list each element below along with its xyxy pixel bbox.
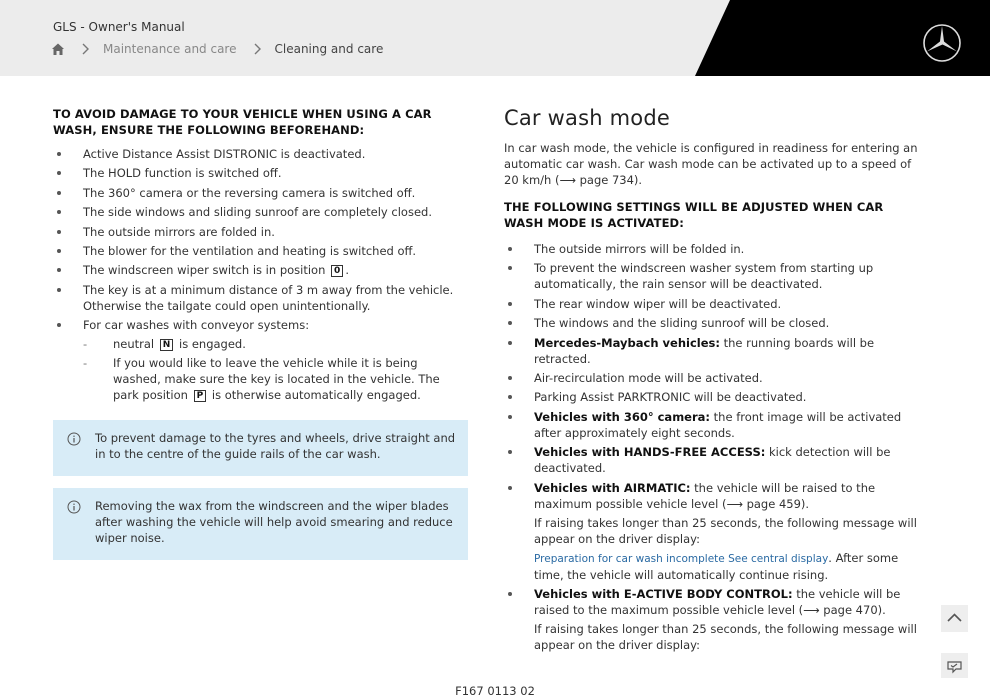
page-header — [0, 0, 990, 76]
info-note-text: Removing the wax from the windscreen and the wiper blades after washing the vehicle will help avoid smearing and reduce wiper noise. — [95, 499, 453, 546]
home-icon[interactable] — [51, 42, 65, 56]
conveyor-intro: For car washes with conveyor systems: — [83, 318, 310, 333]
airmatic-continue-text: . After some time, the vehicle will automatically continue rising. — [534, 550, 899, 582]
airmatic-message-note: If raising takes longer than 25 seconds, the following message will appear on the driver display: — [534, 515, 917, 546]
list-item: The key is at a minimum distance of 3 m away from the vehicle. Otherwise the tailgate could open unintentionally. — [53, 282, 468, 314]
chevron-right-icon — [253, 43, 261, 55]
list-item-label: Vehicles with AIRMATIC: — [534, 480, 691, 495]
chevron-right-icon — [81, 43, 89, 55]
list-item: The outside mirrors will be folded in. — [504, 241, 924, 257]
list-item: The rear window wiper will be deactivated. — [504, 296, 924, 312]
list-item — [504, 586, 924, 653]
neutral-gear-symbol: N — [160, 339, 174, 351]
wiper-text: The windscreen wiper switch is in position — [83, 263, 326, 278]
breadcrumb-item-cleaning: Cleaning and care — [274, 42, 384, 56]
list-item-text: the vehicle will be raised to the maximum possible vehicle level (⟶ page 459). — [534, 480, 876, 511]
settings-heading: THE FOLLOWING SETTINGS WILL BE ADJUSTED WHEN CAR WASH MODE IS ACTIVATED: — [504, 200, 884, 230]
list-item — [504, 409, 924, 441]
list-item: The windows and the sliding sunroof will be closed. — [504, 315, 924, 331]
list-item-label: Mercedes-Maybach vehicles: — [534, 335, 720, 350]
info-note-tyres — [53, 420, 468, 476]
list-item: The blower for the ventilation and heating is switched off. — [53, 243, 468, 259]
list-item: Air-recirculation mode will be activated. — [504, 370, 924, 386]
info-icon — [67, 500, 81, 514]
list-item: The HOLD function is switched off. — [53, 165, 468, 181]
feedback-icon — [941, 653, 968, 678]
list-item: The 360° camera or the reversing camera is switched off. — [53, 185, 468, 201]
list-item: The outside mirrors are folded in. — [53, 224, 468, 240]
chevron-up-icon — [941, 605, 968, 632]
feedback-button[interactable] — [941, 653, 968, 678]
list-item-label: Vehicles with 360° camera: — [534, 409, 711, 424]
eabc-message-note: If raising takes longer than 25 seconds, the following message will appear on the driver display: — [534, 621, 917, 652]
park-text: If you would like to leave the vehicle while it is being washed, make sure the key is located in the vehicle. The park position — [113, 356, 440, 403]
list-item: Active Distance Assist DISTRONIC is deactivated. — [53, 146, 468, 162]
list-item-text: the front image will be activated after approximately eight seconds. — [534, 409, 902, 440]
sub-list-item — [83, 336, 468, 352]
conveyor-sublist — [83, 336, 468, 403]
list-item: The side windows and sliding sunroof are completely closed. — [53, 204, 468, 220]
section-title: Car wash mode — [504, 106, 670, 130]
neutral-text: neutral — [113, 337, 155, 352]
wiper-text-end: . — [345, 263, 349, 278]
info-icon — [67, 432, 81, 446]
info-note-wax — [53, 488, 468, 560]
settings-list — [504, 241, 924, 653]
right-column — [504, 106, 924, 656]
list-item-text: the vehicle will be raised to the maximum possible vehicle level (⟶ page 470). — [534, 586, 901, 617]
breadcrumb — [51, 42, 383, 56]
driver-display-message: Preparation for car wash incomplete See central display — [534, 552, 829, 565]
breadcrumb-item-maintenance[interactable]: Maintenance and care — [103, 42, 237, 56]
list-item — [53, 262, 468, 278]
manual-title: GLS - Owner's Manual — [53, 20, 185, 34]
list-item: To prevent the windscreen washer system from starting up automatically, the rain sensor will be deactivated. — [504, 260, 924, 292]
car-wash-intro: In car wash mode, the vehicle is configured in readiness for entering an automatic car wash. Car wash mode can be activated up to a speed of 20 km/h (⟶ page 734). — [504, 141, 918, 187]
list-item — [53, 317, 468, 403]
list-item-label: Vehicles with HANDS-FREE ACCESS: — [534, 445, 766, 460]
list-item-label: Vehicles with E-ACTIVE BODY CONTROL: — [534, 586, 793, 601]
list-item — [504, 444, 924, 476]
sub-list-item — [83, 355, 468, 403]
list-item: Parking Assist PARKTRONIC will be deactivated. — [504, 389, 924, 405]
list-item — [504, 335, 924, 367]
car-wash-precautions-heading: TO AVOID DAMAGE TO YOUR VEHICLE WHEN USING A CAR WASH, ENSURE THE FOLLOWING BEFOREHAND: — [53, 107, 432, 137]
list-item-text: the running boards will be retracted. — [534, 335, 875, 366]
list-item — [504, 480, 924, 583]
left-column — [53, 106, 468, 560]
park-position-symbol: P — [194, 390, 207, 402]
list-item-text: kick detection will be deactivated. — [534, 445, 891, 476]
scroll-to-top-button[interactable] — [941, 605, 968, 632]
mercedes-star-icon[interactable] — [922, 23, 962, 63]
info-note-text: To prevent damage to the tyres and wheels, drive straight and in to the centre of the guide rails of the car wash. — [95, 431, 456, 462]
document-code: F167 0113 02 — [455, 684, 535, 698]
neutral-text-end: is engaged. — [179, 337, 246, 352]
wiper-position-symbol: 0 — [331, 265, 343, 277]
precautions-list — [53, 146, 468, 403]
airmatic-message — [534, 550, 924, 583]
park-text-end: is otherwise automatically engaged. — [211, 388, 421, 403]
